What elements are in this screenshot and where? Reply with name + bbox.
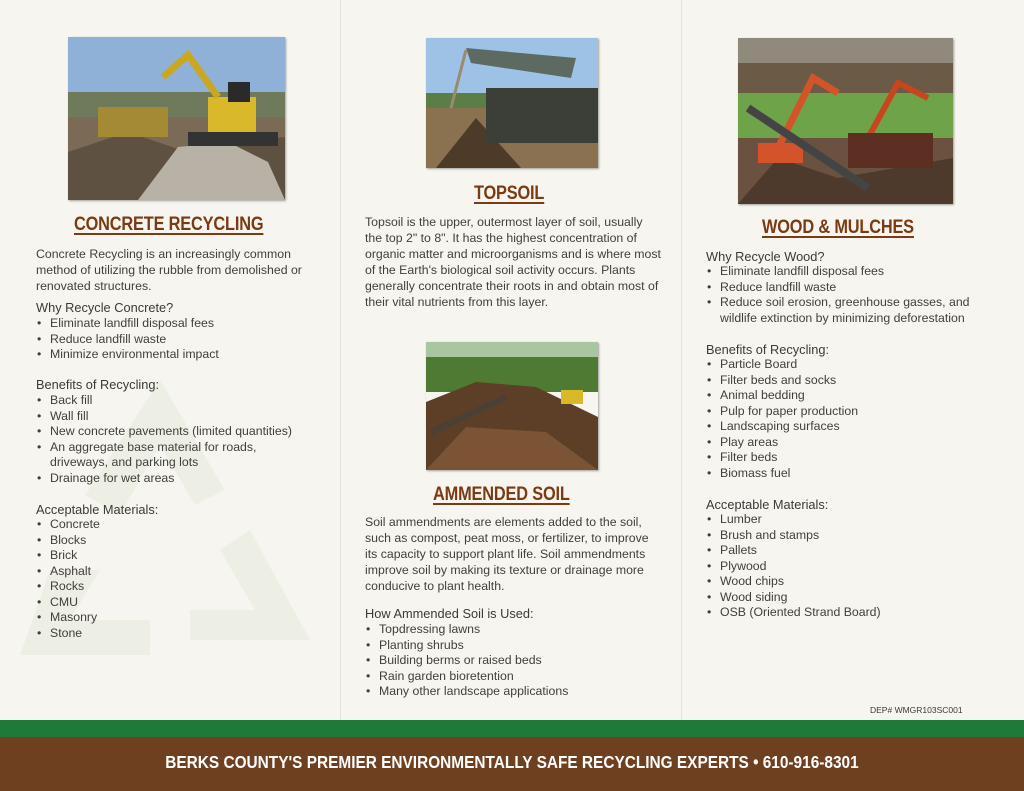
- list-item: • Particle Board: [706, 357, 986, 373]
- list-item: • Reduce landfill waste: [706, 280, 990, 296]
- list-item: • OSB (Oriented Strand Board): [706, 605, 986, 621]
- ammended-intro: Soil ammendments are elements added to the soil, such as compost, peat moss, or fertilizer, to improve its capacity to support plant life. Soil ammendments improve soil by making its texture or drainage more conducive to plant health.: [365, 515, 649, 593]
- soil-panel: [341, 0, 681, 720]
- list-item: • Wood chips: [706, 574, 986, 590]
- concrete-why-list: [36, 316, 326, 363]
- concrete-heading: CONCRETE RECYCLING: [74, 214, 264, 235]
- list-item: • Brush and stamps: [706, 528, 986, 544]
- list-item: • Filter beds and socks: [706, 373, 986, 389]
- concrete-benefits-list: [36, 393, 318, 486]
- list-item: • Drainage for wet areas: [36, 471, 318, 487]
- list-item: • Play areas: [706, 435, 986, 451]
- list-item: • Animal bedding: [706, 388, 986, 404]
- list-item: • Rocks: [36, 579, 236, 595]
- list-item: • Biomass fuel: [706, 466, 986, 482]
- list-item: • Building berms or raised beds: [365, 653, 655, 669]
- ammended-heading: AMMENDED SOIL: [433, 484, 570, 505]
- topsoil-heading: TOPSOIL: [474, 183, 545, 204]
- list-item: • Back fill: [36, 393, 318, 409]
- list-item: • Asphalt: [36, 564, 236, 580]
- list-item: • Many other landscape applications: [365, 684, 655, 700]
- list-item: • Wood siding: [706, 590, 986, 606]
- list-item: • Rain garden bioretention: [365, 669, 655, 685]
- list-item: • Eliminate landfill disposal fees: [706, 264, 990, 280]
- concrete-materials-title: Acceptable Materials:: [36, 502, 159, 517]
- list-item: • Pulp for paper production: [706, 404, 986, 420]
- wood-grinder-photo: [738, 38, 953, 204]
- list-item: • Filter beds: [706, 450, 986, 466]
- list-item: • An aggregate base material for roads, driveways, and parking lots: [36, 440, 282, 471]
- dep-permit-code: DEP# WMGR103SC001: [870, 705, 963, 715]
- list-item: • Brick: [36, 548, 236, 564]
- list-item: • Landscaping surfaces: [706, 419, 986, 435]
- list-item: • Pallets: [706, 543, 986, 559]
- topsoil-intro: Topsoil is the upper, outermost layer of soil, usually the top 2" to 8". It has the highest concentration of organic matter and microorganisms and is where most of the Earth's biological soil activity occurs. Plants generally concentrate their roots in and obtain most of their vital nutrients from this layer.: [365, 215, 661, 309]
- list-item: • Reduce soil erosion, greenhouse gasses, and wildlife extinction by minimizing deforestation: [706, 295, 990, 326]
- wood-why-list: [706, 264, 990, 326]
- concrete-benefits-title: Benefits of Recycling:: [36, 377, 160, 392]
- list-item: • Lumber: [706, 512, 986, 528]
- list-item: • Reduce landfill waste: [36, 332, 326, 348]
- wood-why-title: Why Recycle Wood?: [706, 249, 825, 264]
- wood-heading: WOOD & MULCHES: [762, 217, 914, 238]
- list-item: • Stone: [36, 626, 236, 642]
- wood-materials-title: Acceptable Materials:: [706, 497, 829, 512]
- list-item: • Planting shrubs: [365, 638, 655, 654]
- ammended-uses-title: How Ammended Soil is Used:: [365, 606, 534, 621]
- footer-tagline: [0, 752, 1024, 773]
- list-item: • Wall fill: [36, 409, 318, 425]
- list-item: • Concrete: [36, 517, 236, 533]
- concrete-panel: [0, 0, 340, 720]
- ammended-uses-list: [365, 622, 655, 700]
- topsoil-screener-photo: [426, 38, 598, 168]
- list-item: • Minimize environmental impact: [36, 347, 326, 363]
- list-item: • Blocks: [36, 533, 236, 549]
- list-item: • Topdressing lawns: [365, 622, 655, 638]
- wood-panel: [682, 0, 1024, 720]
- concrete-why-title: Why Recycle Concrete?: [36, 300, 174, 315]
- ammended-soil-pile-photo: [426, 342, 598, 470]
- concrete-intro: Concrete Recycling is an increasingly common method of utilizing the rubble from demolished or renovated structures.: [36, 247, 302, 293]
- concrete-materials-list: [36, 517, 236, 641]
- excavator-rubble-photo: [68, 37, 285, 200]
- list-item: • CMU: [36, 595, 236, 611]
- wood-benefits-title: Benefits of Recycling:: [706, 342, 830, 357]
- list-item: • Masonry: [36, 610, 236, 626]
- list-item: • New concrete pavements (limited quantities): [36, 424, 318, 440]
- wood-materials-list: [706, 512, 986, 621]
- wood-benefits-list: [706, 357, 986, 481]
- list-item: • Plywood: [706, 559, 986, 575]
- footer-tagline-text: BERKS COUNTY'S PREMIER ENVIRONMENTALLY SAFE RECYCLING EXPERTS • 610-916-8301: [165, 752, 859, 772]
- list-item: • Eliminate landfill disposal fees: [36, 316, 326, 332]
- footer-green-band: [0, 720, 1024, 737]
